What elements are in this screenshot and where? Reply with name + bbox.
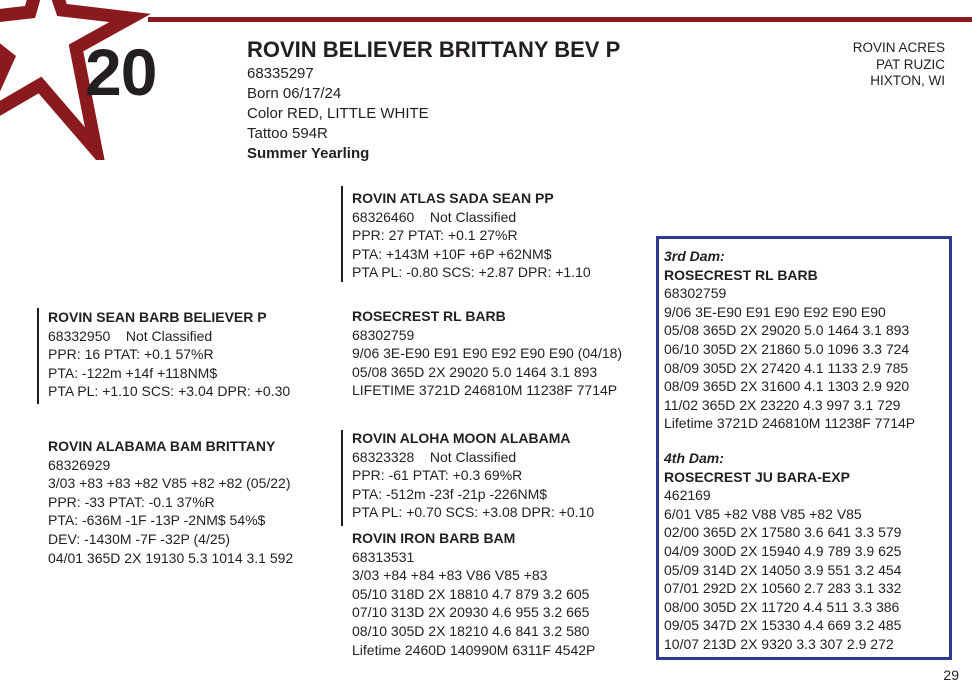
fourth-dam-line: 09/05 347D 2X 15330 4.4 669 3.2 485 [664, 617, 902, 634]
animal-class: Summer Yearling [247, 145, 370, 162]
sire-sire-line: PPR: 27 PTAT: +0.1 27%R [352, 227, 518, 244]
sire-block [48, 308, 290, 401]
dam-dam-line: 68313531 [352, 548, 415, 565]
pedigree-bracket-sire-side [341, 186, 343, 282]
third-dam-line: 08/09 305D 2X 27420 4.1 1133 2.9 785 [664, 359, 909, 376]
dam-line: PTA: -636M -1F -13P -2NM$ 54%$ [48, 512, 266, 529]
animal-color: Color RED, LITTLE WHITE [247, 105, 429, 122]
fourth-dam-line: 10/07 213D 2X 9320 3.3 307 2.9 272 [664, 635, 894, 652]
third-dam-line: 9/06 3E-E90 E91 E90 E92 E90 E90 [664, 303, 886, 320]
dam-line: 04/01 365D 2X 19130 5.3 1014 3.1 592 [48, 549, 294, 566]
sire-dam-line: LIFETIME 3721D 246810M 11238F 7714P [352, 382, 618, 399]
sire-dam-line: 05/08 365D 2X 29020 5.0 1464 3.1 893 [352, 363, 598, 380]
dam-line: 3/03 +83 +83 +82 V85 +82 +82 (05/22) [48, 475, 291, 492]
consignor [853, 40, 945, 90]
fourth-dam-line: 08/00 305D 2X 11720 4.4 511 3.3 386 [664, 598, 900, 615]
consignor-farm: ROVIN ACRES [852, 40, 945, 55]
consignor-owner: PAT RUZIC [875, 56, 945, 72]
sire-dam-line: 9/06 3E-E90 E91 E90 E92 E90 E90 (04/18) [352, 345, 623, 362]
dam-dam-line: 05/10 318D 2X 18810 4.7 879 3.2 605 [352, 585, 590, 602]
third-dam-line: Lifetime 3721D 246810M 11238F 7714P [664, 415, 916, 432]
sire-line: PTA PL: +1.10 SCS: +3.04 DPR: +0.30 [48, 383, 291, 400]
dam-line: DEV: -1430M -7F -32P (4/25) [48, 530, 231, 547]
sire-line: PPR: 16 PTAT: +0.1 57%R [48, 346, 214, 363]
fourth-dam-line: 462169 [664, 487, 711, 504]
dam-sire-block [352, 429, 594, 522]
sire-line: PTA: -122m +14f +118NM$ [48, 364, 218, 381]
dam-dam-line: Lifetime 2460D 140990M 6311F 4542P [352, 641, 596, 658]
fourth-dam-line: 02/00 365D 2X 17580 3.6 641 3.3 579 [664, 524, 902, 541]
third-dam-line: 05/08 365D 2X 29020 5.0 1464 3.1 893 [664, 322, 910, 339]
dam-sire-line: PPR: -61 PTAT: +0.3 69%R [352, 467, 523, 484]
header-rule [148, 17, 972, 22]
fourth-dam-heading: 4th Dam: [664, 450, 724, 466]
sire-sire-line: PTA PL: -0.80 SCS: +2.87 DPR: +1.10 [352, 264, 591, 281]
fourth-dam-line: 04/09 300D 2X 15940 4.9 789 3.9 625 [664, 542, 902, 559]
dam-dam-block [352, 529, 595, 659]
sire-name: ROVIN SEAN BARB BELIEVER P [48, 309, 267, 325]
dam-sire-name: ROVIN ALOHA MOON ALABAMA [352, 430, 571, 446]
fourth-dam-line: 07/01 292D 2X 10560 2.7 283 3.1 332 [664, 580, 902, 597]
sire-sire-block [352, 189, 591, 282]
dam-dam-line: 3/03 +84 +84 +83 V86 V85 +83 [352, 567, 548, 584]
consignor-location: HIXTON, WI [870, 73, 945, 88]
sire-line: 68332950 Not Classified [48, 327, 213, 344]
dam-block [48, 437, 293, 567]
lot-number: 20 [85, 35, 157, 109]
maternal-line-box [656, 236, 952, 660]
sire-dam-block [352, 307, 622, 400]
fourth-dam-line: 05/09 314D 2X 14050 3.9 551 3.2 454 [664, 561, 902, 578]
dam-line: 68326929 [48, 456, 111, 473]
sire-sire-line: 68326460 Not Classified [352, 208, 517, 225]
animal-details [247, 64, 429, 164]
sire-sire-line: PTA: +143M +10F +6P +62NM$ [352, 245, 552, 262]
pedigree-bracket-dam-side [341, 430, 343, 526]
third-dam-line: 11/02 365D 2X 23220 4.3 997 3.1 729 [664, 396, 901, 413]
third-dam-line: 06/10 305D 2X 21860 5.0 1096 3.3 724 [664, 340, 910, 357]
third-dam-line: 08/09 365D 2X 31600 4.1 1303 2.9 920 [664, 378, 910, 395]
sire-dam-name: ROSECREST RL BARB [352, 308, 506, 324]
dam-dam-line: 08/10 305D 2X 18210 4.6 841 3.2 580 [352, 622, 590, 639]
third-dam-name: ROSECREST RL BARB [664, 266, 818, 283]
animal-name: ROVIN BELIEVER BRITTANY BEV P [247, 37, 621, 62]
dam-line: PPR: -33 PTAT: -0.1 37%R [48, 493, 215, 510]
sire-dam-line: 68302759 [352, 326, 415, 343]
dam-sire-line: PTA PL: +0.70 SCS: +3.08 DPR: +0.10 [352, 504, 595, 521]
sire-sire-name: ROVIN ATLAS SADA SEAN PP [352, 190, 554, 206]
dam-dam-name: ROVIN IRON BARB BAM [352, 530, 516, 546]
dam-sire-line: PTA: -512m -23f -21p -226NM$ [352, 485, 548, 502]
dam-name: ROVIN ALABAMA BAM BRITTANY [48, 438, 276, 454]
animal-reg: 68335297 [247, 65, 314, 82]
page-number: 29 [943, 667, 959, 683]
dam-sire-line: 68323328 Not Classified [352, 448, 517, 465]
dam-dam-line: 07/10 313D 2X 20930 4.6 955 3.2 665 [352, 604, 590, 621]
third-dam-heading: 3rd Dam: [664, 248, 725, 264]
fourth-dam-block [664, 449, 901, 654]
fourth-dam-name: ROSECREST JU BARA-EXP [664, 468, 850, 485]
animal-tattoo: Tattoo 594R [247, 125, 328, 142]
third-dam-block [664, 247, 915, 433]
animal-born: Born 06/17/24 [247, 85, 342, 102]
third-dam-line: 68302759 [664, 285, 727, 302]
fourth-dam-line: 6/01 V85 +82 V88 V85 +82 V85 [664, 505, 862, 522]
pedigree-bracket-sire [37, 308, 39, 404]
